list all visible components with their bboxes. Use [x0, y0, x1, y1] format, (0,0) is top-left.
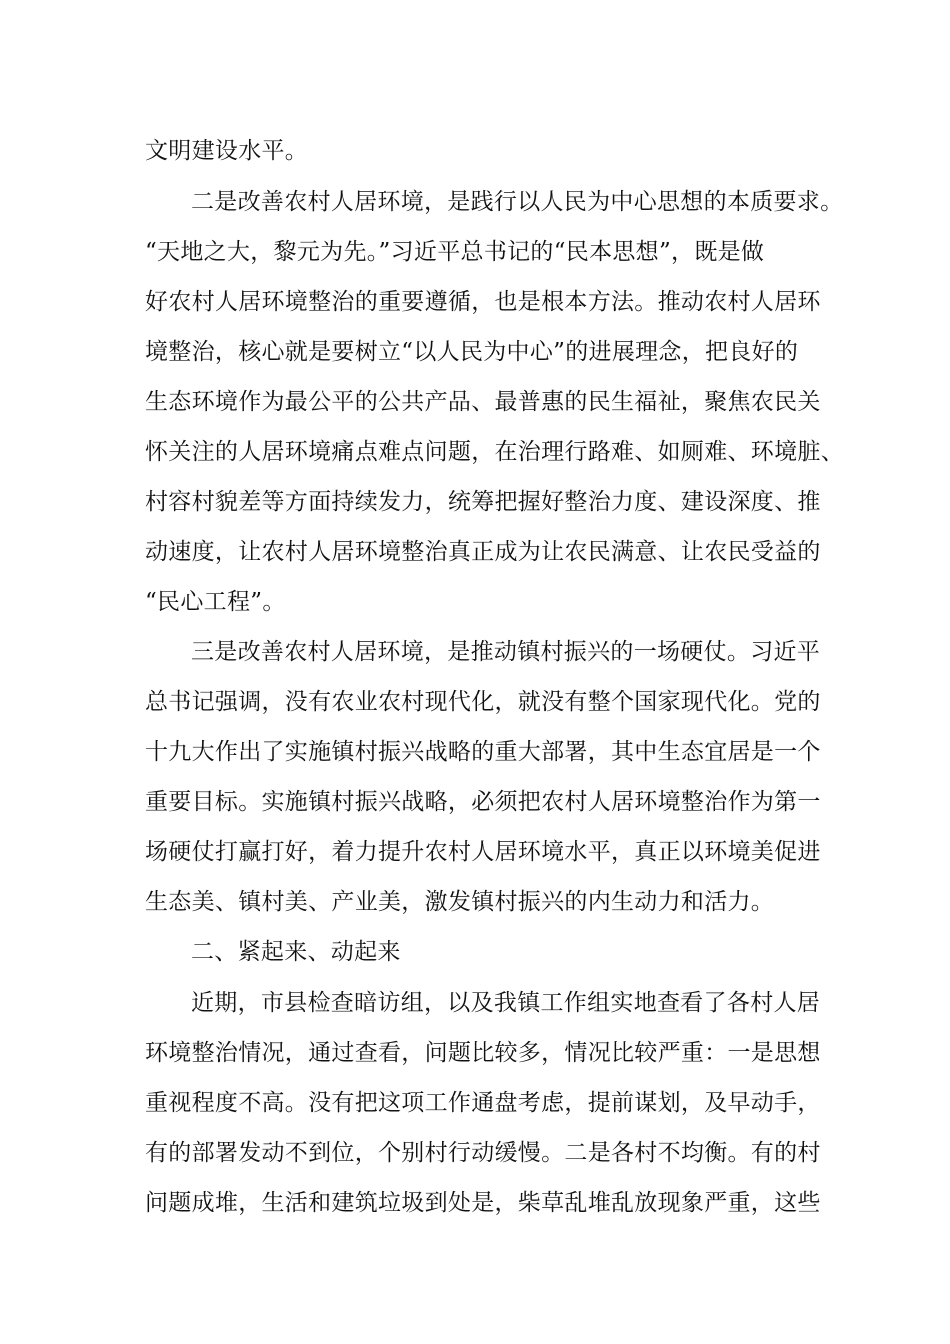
text-line: 生态环境作为最公平的公共产品、最普惠的民生福祉，聚焦农民关	[145, 389, 821, 415]
paragraph-start-line: 近期，市县检查暗访组，以及我镇工作组实地查看了各村人居	[191, 990, 821, 1016]
paragraph-start-line: 二是改善农村人居环境，是践行以人民为中心思想的本质要求。	[191, 189, 844, 215]
text-line: 村容村貌差等方面持续发力，统筹把握好整治力度、建设深度、推	[145, 489, 821, 515]
text-line: 重要目标。实施镇村振兴战略，必须把农村人居环境整治作为第一	[145, 789, 821, 815]
text-line: 环境整治情况，通过查看，问题比较多，情况比较严重：一是思想	[145, 1040, 821, 1066]
text-line: 生态美、镇村美、产业美，激发镇村振兴的内生动力和活力。	[145, 889, 775, 915]
text-line: 动速度，让农村人居环境整治真正成为让农民满意、让农民受益的	[145, 539, 821, 565]
text-line: 好农村人居环境整治的重要遵循，也是根本方法。推动农村人居环	[145, 289, 821, 315]
paragraph-start-line: 三是改善农村人居环境，是推动镇村振兴的一场硬仗。习近平	[191, 639, 821, 665]
text-line: 有的部署发动不到位，个别村行动缓慢。二是各村不均衡。有的村	[145, 1140, 821, 1166]
text-line: 境整治，核心就是要树立“以人民为中心”的进展理念，把良好的	[145, 339, 799, 365]
section-heading: 二、紧起来、动起来	[191, 939, 401, 965]
text-line: 文明建设水平。	[145, 138, 309, 164]
text-line: 问题成堆，生活和建筑垃圾到处是，柴草乱堆乱放现象严重，这些	[145, 1190, 821, 1216]
text-line: 怀关注的人居环境痛点难点问题，在治理行路难、如厕难、环境脏、	[145, 439, 844, 465]
text-line: 总书记强调，没有农业农村现代化，就没有整个国家现代化。党的	[145, 689, 821, 715]
text-line: 十九大作出了实施镇村振兴战略的重大部署，其中生态宜居是一个	[145, 739, 821, 765]
text-line: “民心工程”。	[145, 589, 286, 615]
text-line: 场硬仗打赢打好，着力提升农村人居环境水平，真正以环境美促进	[145, 839, 821, 865]
text-line: “天地之大，黎元为先。”习近平总书记的“民本思想”，既是做	[145, 239, 765, 265]
text-line: 重视程度不高。没有把这项工作通盘考虑，提前谋划，及早动手，	[145, 1090, 821, 1116]
